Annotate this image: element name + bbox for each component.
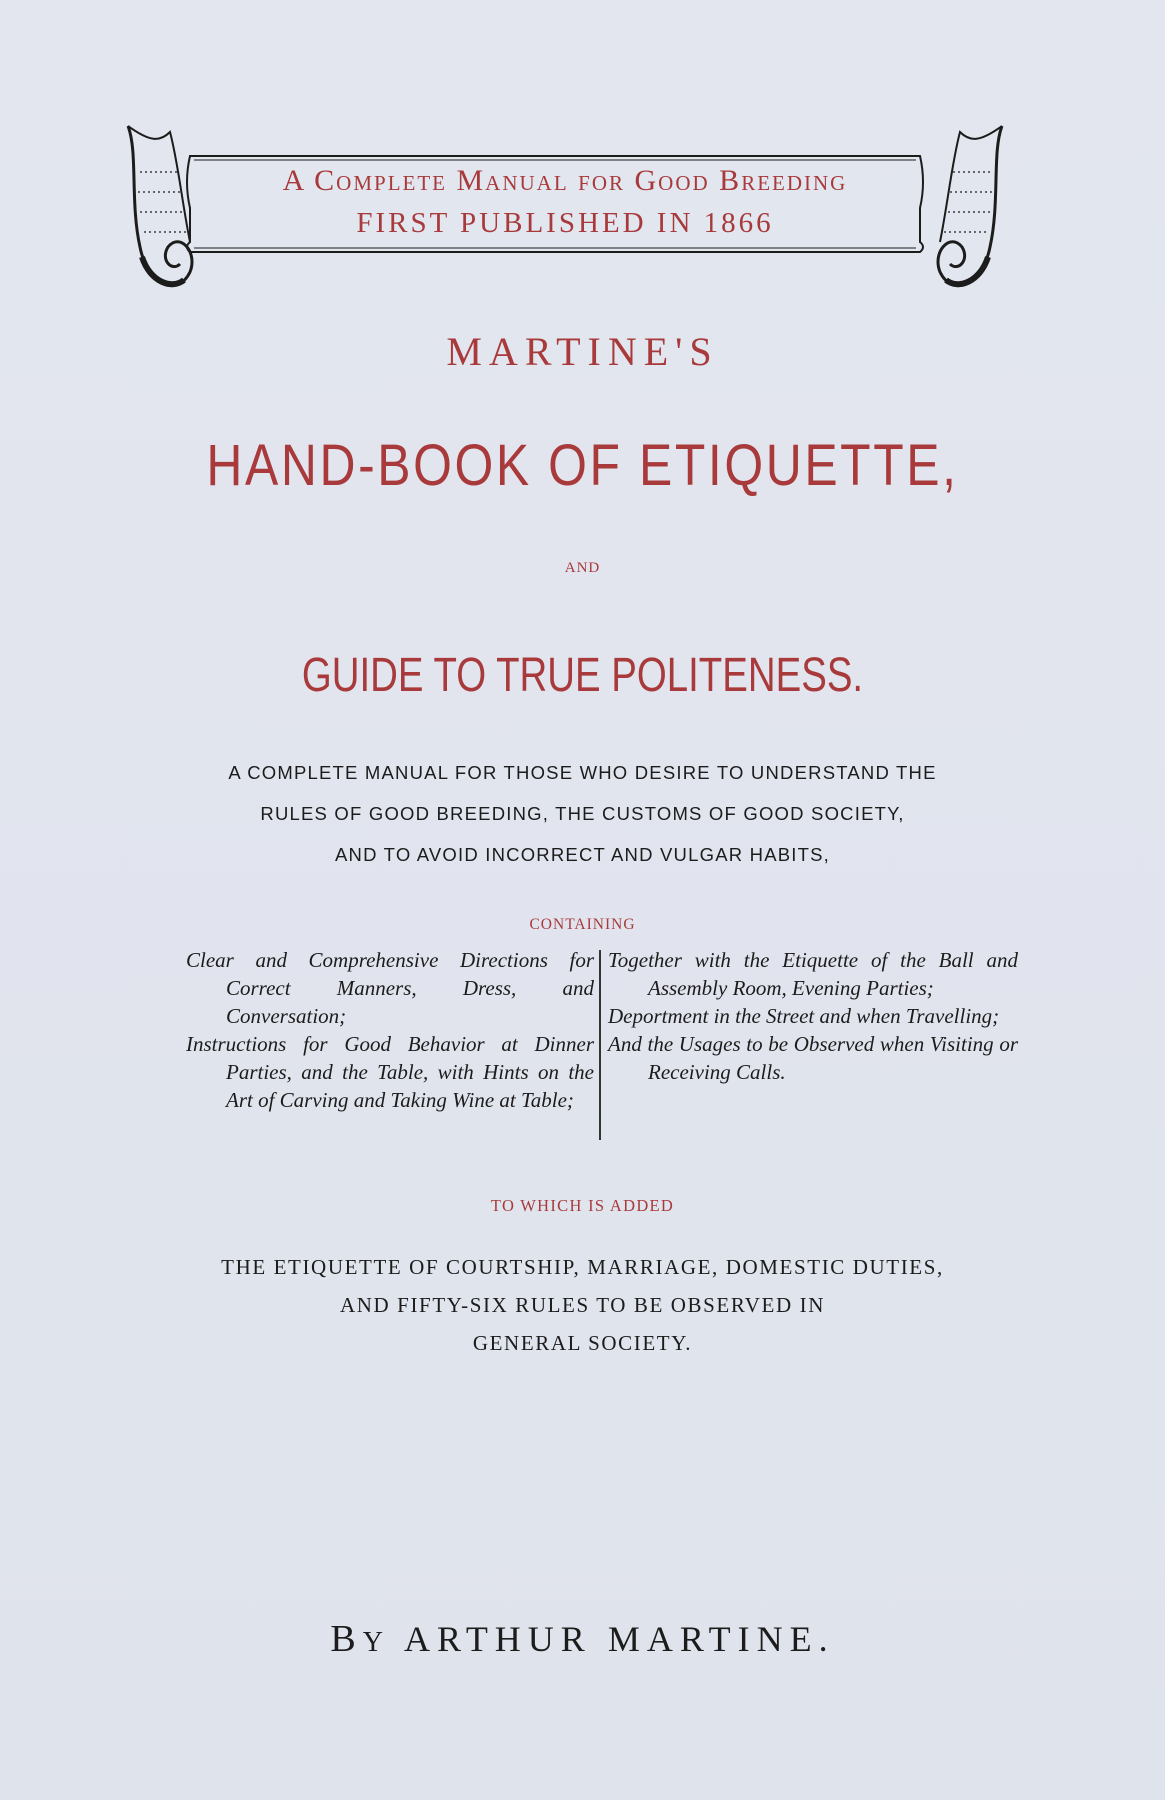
byline-small: Y	[362, 1627, 390, 1658]
author-possessive-title: MARTINE'S	[446, 329, 719, 374]
contents-entry: Instructions for Good Behavior at Dinner Parties, and the Table, with Hints on the Art of Carving and Taking Wine at Table;	[186, 1032, 594, 1112]
subtitle-line: A COMPLETE MANUAL FOR THOSE WHO DESIRE TO UNDERSTAND THE	[228, 762, 937, 783]
added-block	[0, 1248, 1165, 1362]
secondary-title: GUIDE TO TRUE POLITENESS.	[301, 649, 864, 702]
author-name: ARTHUR MARTINE.	[403, 1619, 835, 1659]
subtitle-line: RULES OF GOOD BREEDING, THE CUSTOMS OF GOOD SOCIETY,	[260, 803, 905, 824]
main-title: HAND-BOOK OF ETIQUETTE,	[206, 433, 959, 498]
added-line: AND FIFTY-SIX RULES TO BE OBSERVED IN	[340, 1293, 825, 1317]
added-heading: TO WHICH IS ADDED	[490, 1196, 675, 1215]
added-line: THE ETIQUETTE OF COURTSHIP, MARRIAGE, DOMESTIC DUTIES,	[221, 1255, 944, 1279]
author-byline	[0, 1617, 1165, 1661]
contents-right-column	[608, 946, 1018, 1086]
contents-entry: Deportment in the Street and when Travelling;	[608, 1004, 1000, 1028]
added-line: GENERAL SOCIETY.	[472, 1331, 693, 1355]
byline-initial: B	[330, 1618, 363, 1660]
and-connector: AND	[564, 560, 601, 576]
banner-tagline: A Complete Manual for Good Breeding	[282, 164, 848, 197]
contents-left-column	[186, 946, 594, 1114]
contents-entry: And the Usages to be Observed when Visiting or Receiving Calls.	[608, 1032, 1018, 1084]
contents-entry: Together with the Etiquette of the Ball and Assembly Room, Evening Parties;	[608, 948, 1018, 1000]
subtitle-block	[0, 752, 1165, 875]
column-divider	[599, 950, 601, 1140]
contents-entry: Clear and Comprehensive Directions for Correct Manners, Dress, and Conversation;	[186, 948, 594, 1028]
subtitle-line: AND TO AVOID INCORRECT AND VULGAR HABITS,	[334, 844, 830, 865]
scroll-banner	[120, 112, 1010, 302]
banner-publication-year: FIRST PUBLISHED IN 1866	[356, 207, 774, 239]
containing-heading: CONTAINING	[529, 916, 636, 933]
